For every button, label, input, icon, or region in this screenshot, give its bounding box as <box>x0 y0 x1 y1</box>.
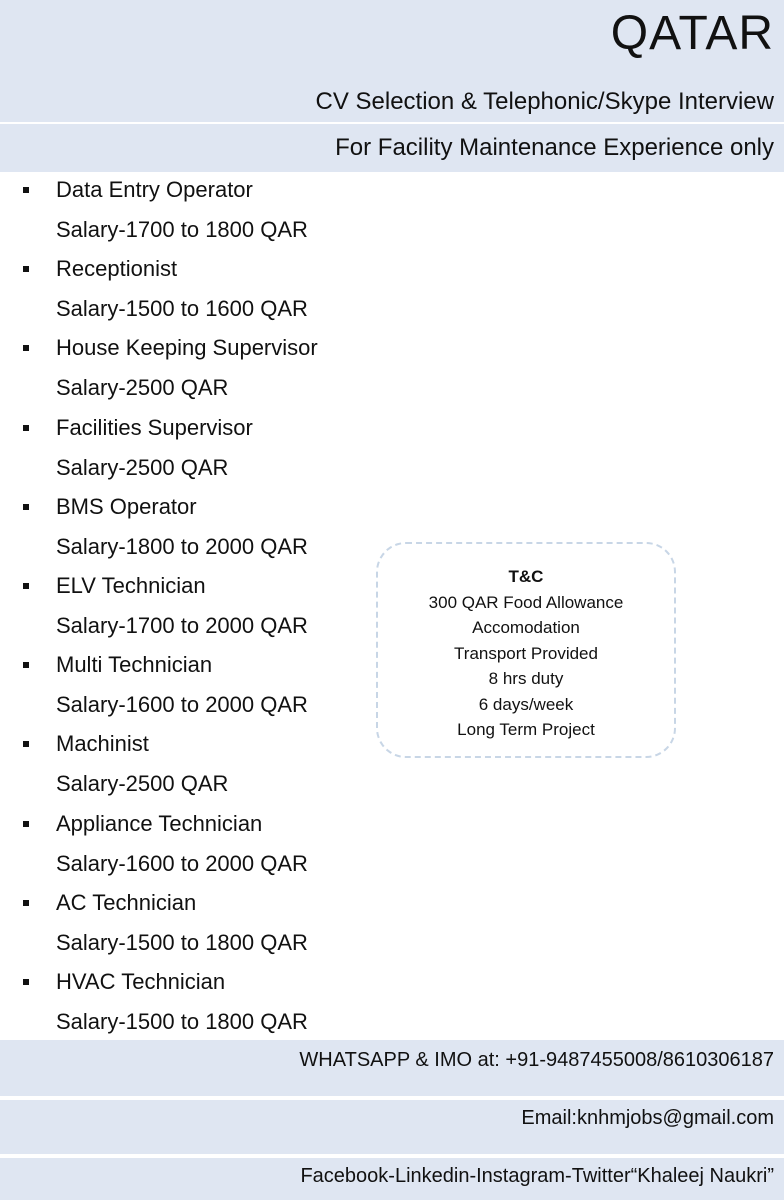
job-title: Appliance Technician <box>56 810 263 836</box>
job-salary: Salary-2500 QAR <box>56 454 229 480</box>
job-title: House Keeping Supervisor <box>56 335 318 361</box>
country-title: QATAR <box>610 7 774 60</box>
terms-line: Long Term Project <box>457 720 595 739</box>
job-title: Facilities Supervisor <box>56 414 253 440</box>
bullet-icon <box>23 504 29 510</box>
bullet-icon <box>23 583 29 589</box>
job-title: HVAC Technician <box>56 968 226 994</box>
job-title: Receptionist <box>56 256 178 282</box>
job-salary: Salary-2500 QAR <box>56 771 229 797</box>
job-salary: Salary-1700 to 1800 QAR <box>56 217 308 242</box>
terms-line: 300 QAR Food Allowance <box>428 592 624 612</box>
bullet-icon <box>23 345 29 351</box>
bullet-icon <box>23 979 29 985</box>
job-title: ELV Technician <box>56 572 206 598</box>
experience-line: For Facility Maintenance Experience only <box>335 134 774 161</box>
job-salary: Salary-2500 QAR <box>56 375 229 401</box>
job-salary: Salary-1500 to 1800 QAR <box>56 929 308 955</box>
interview-line: CV Selection & Telephonic/Skype Interview <box>315 88 774 115</box>
job-title: Data Entry Operator <box>56 177 253 202</box>
bullet-icon <box>23 821 29 827</box>
email-address: Email:knhmjobs@gmail.com <box>521 1107 774 1129</box>
terms-line: Accomodation <box>472 618 580 637</box>
job-title: AC Technician <box>56 889 197 915</box>
terms-line: Transport Provided <box>454 643 598 663</box>
bullet-icon <box>23 662 29 668</box>
job-salary: Salary-1500 to 1800 QAR <box>56 1008 308 1034</box>
contact-numbers: WHATSAPP & IMO at: +91-9487455008/8610306187 <box>299 1049 774 1071</box>
terms-line: 8 hrs duty <box>488 669 564 688</box>
job-salary: Salary-1800 to 2000 QAR <box>56 533 308 559</box>
job-title: Machinist <box>56 731 149 757</box>
job-title: Multi Technician <box>56 652 213 678</box>
bullet-icon <box>23 187 29 193</box>
job-salary: Salary-1500 to 1600 QAR <box>56 296 308 322</box>
terms-box <box>376 542 676 758</box>
social-handles: Facebook-Linkedin-Instagram-Twitter“Khaleej Naukri” <box>300 1165 774 1187</box>
job-title: BMS Operator <box>56 493 197 519</box>
terms-line: 6 days/week <box>478 694 574 714</box>
bullet-icon <box>23 741 29 747</box>
terms-title: T&C <box>508 567 544 586</box>
job-salary: Salary-1700 to 2000 QAR <box>56 612 308 638</box>
bullet-icon <box>23 900 29 906</box>
job-salary: Salary-1600 to 2000 QAR <box>56 692 308 718</box>
bullet-icon <box>23 266 29 272</box>
job-salary: Salary-1600 to 2000 QAR <box>56 850 308 876</box>
bullet-icon <box>23 425 29 431</box>
